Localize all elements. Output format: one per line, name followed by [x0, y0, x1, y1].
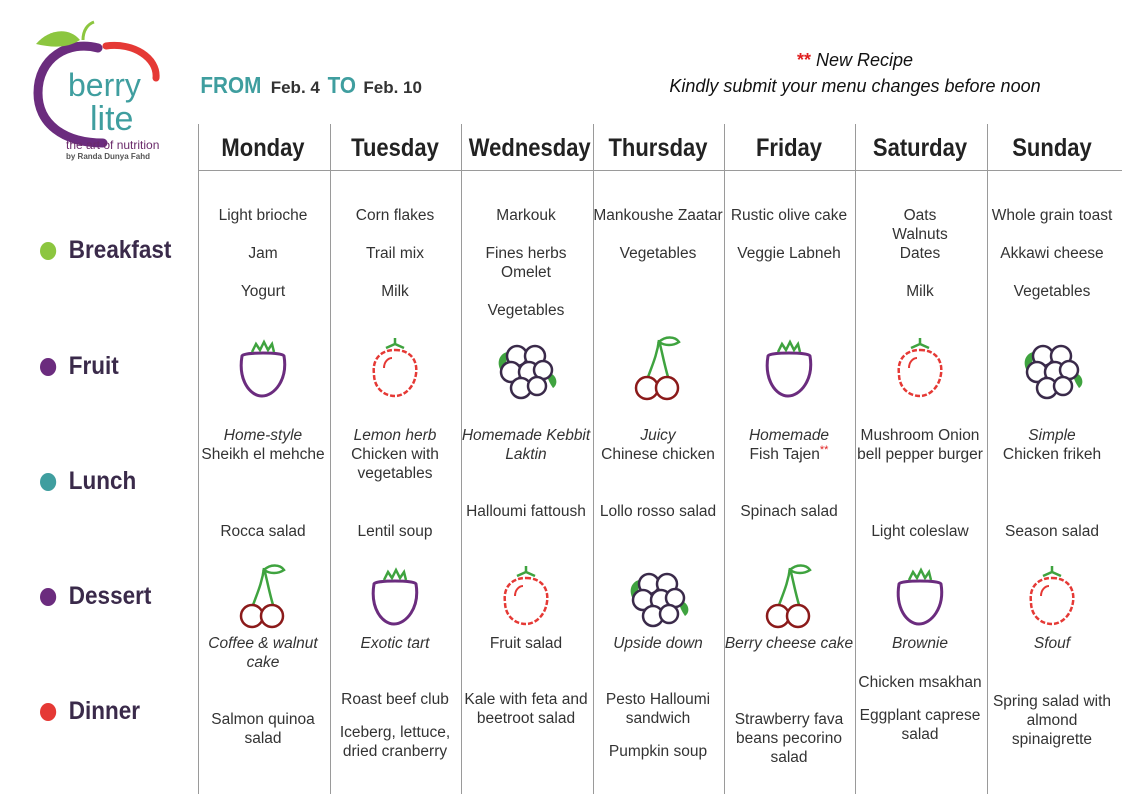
breakfast-cell-friday [724, 206, 854, 282]
breakfast-item: Fines herbs Omelet [485, 245, 567, 281]
lunch-cell-tuesday [330, 426, 460, 483]
dessert-cell-monday [198, 634, 328, 672]
dessert-item: Brownie [892, 635, 948, 652]
dinner-cell-tuesday [330, 690, 460, 775]
reminder-note: Kindly submit your menu changes before noon [669, 76, 1041, 96]
raspberry-icon [360, 334, 430, 404]
dessert-item: Exotic tart [360, 635, 430, 652]
plum-icon [360, 562, 430, 632]
meal-label-text: Lunch [68, 467, 137, 495]
meal-label-breakfast [40, 236, 171, 265]
breakfast-item: Rustic olive cake [730, 207, 848, 224]
dessert-item: Berry cheese cake [724, 635, 854, 652]
day-header-sunday: Sunday [1012, 134, 1092, 162]
lunch-side-dish: Season salad [1005, 523, 1099, 540]
meal-label-text: Fruit [68, 352, 119, 380]
breakfast-item: Corn flakes [355, 207, 435, 224]
lunch-cell-saturday [855, 426, 985, 464]
lunch-cell-thursday [593, 426, 723, 464]
breakfast-item: Light brioche [218, 207, 308, 224]
from-label: FROM [200, 72, 262, 98]
breakfast-cell-tuesday [330, 206, 460, 320]
breakfast-item: Dates [899, 245, 941, 262]
meal-label-dessert [40, 582, 151, 611]
meal-label-text: Dinner [68, 697, 141, 725]
lunch-dish: Sheikh el mehche [201, 446, 325, 463]
meal-label-dinner [40, 697, 140, 726]
dinner-cell-thursday [593, 690, 723, 775]
lunch-side-wednesday [461, 502, 591, 521]
dinner-item: Strawberry fava beans pecorino salad [734, 711, 844, 766]
dinner-item: Chicken msakhan [858, 674, 982, 691]
lunch-side-friday [724, 502, 854, 521]
lunch-side-dish: Spinach salad [740, 503, 838, 520]
lunch-side-dish: Light coleslaw [871, 523, 969, 540]
dinner-cell-wednesday [461, 690, 591, 742]
dinner-item: Pesto Halloumi sandwich [605, 691, 711, 727]
raspberry-icon [885, 334, 955, 404]
blueberries-icon [1017, 334, 1087, 404]
cherries-icon [228, 562, 298, 632]
breakfast-item: Jam [248, 245, 278, 262]
logo-word-lite: lite [90, 100, 134, 138]
breakfast-item: Milk [906, 283, 934, 300]
dinner-cell-monday [198, 710, 328, 762]
date-range [197, 72, 428, 99]
dinner-item: Eggplant caprese salad [859, 707, 981, 743]
from-date: Feb. 4 [270, 78, 320, 97]
lunch-side-monday [198, 522, 328, 541]
dinner-item: Salmon quinoa salad [211, 711, 315, 747]
new-recipe-note: New Recipe [815, 50, 914, 70]
dessert-cell-saturday [855, 634, 985, 653]
dinner-cell-friday [724, 710, 854, 781]
breakfast-item: Vegetables [1013, 283, 1091, 300]
lunch-cell-wednesday [461, 426, 591, 464]
lunch-side-dish: Lollo rosso salad [599, 503, 717, 520]
lunch-cell-friday [724, 426, 854, 464]
breakfast-cell-saturday [855, 206, 985, 320]
day-header-wednesday: Wednesday [468, 134, 591, 162]
blueberries-icon [491, 334, 561, 404]
dinner-item: Pumpkin soup [608, 743, 708, 760]
logo-tagline [66, 139, 159, 163]
breakfast-item: Trail mix [366, 245, 424, 262]
dessert-item: Sfouf [1033, 635, 1071, 652]
dessert-cell-thursday [593, 634, 723, 653]
lunch-style: Home-style [223, 427, 303, 444]
meal-dot-icon [40, 473, 56, 491]
lunch-cell-monday [198, 426, 328, 464]
meal-label-text: Breakfast [68, 236, 172, 264]
lunch-side-dish: Halloumi fattoush [466, 503, 586, 520]
cherries-icon [623, 334, 693, 404]
breakfast-item: Whole grain toast [991, 207, 1113, 224]
raspberry-icon [1017, 562, 1087, 632]
breakfast-cell-wednesday [461, 206, 591, 339]
breakfast-item: Markouk [496, 207, 556, 224]
dinner-item: Spring salad with almond spinaigrette [992, 693, 1112, 748]
lunch-dish: Chicken with vegetables [351, 446, 439, 482]
dessert-cell-wednesday [461, 634, 591, 653]
lunch-side-sunday [987, 522, 1117, 541]
tagline-text: the art of nutrition [66, 138, 160, 152]
dessert-cell-tuesday [330, 634, 460, 653]
plum-icon [885, 562, 955, 632]
breakfast-item: Mankoushe Zaatar [593, 207, 723, 224]
meal-dot-icon [40, 588, 56, 606]
lunch-dish: Chinese chicken [601, 446, 715, 463]
meal-label-fruit [40, 352, 119, 381]
lunch-dish: Fish Tajen** [749, 443, 829, 463]
breakfast-item: Akkawi cheese [1000, 245, 1104, 262]
breakfast-cell-sunday [987, 206, 1117, 320]
dinner-item: Roast beef club [341, 691, 449, 708]
day-header-thursday: Thursday [608, 134, 708, 162]
lunch-style: Simple [1028, 427, 1076, 444]
day-header-friday: Friday [755, 134, 823, 162]
lunch-cell-sunday [987, 426, 1117, 464]
lunch-side-dish: Lentil soup [357, 523, 433, 540]
meal-dot-icon [40, 242, 56, 260]
raspberry-icon [491, 562, 561, 632]
dessert-item: Upside down [613, 635, 703, 652]
lunch-style: Juicy [640, 427, 676, 444]
logo-word-berry: berry [68, 67, 141, 103]
breakfast-item: Milk [381, 283, 409, 300]
day-header-saturday: Saturday [872, 134, 968, 162]
meal-label-text: Dessert [68, 582, 152, 610]
dessert-cell-sunday [987, 634, 1117, 653]
lunch-side-thursday [593, 502, 723, 521]
breakfast-cell-thursday [593, 206, 723, 282]
lunch-style: Lemon herb [353, 427, 437, 444]
lunch-side-saturday [855, 522, 985, 541]
dessert-item: Coffee & walnut cake [208, 635, 318, 671]
dinner-cell-saturday [855, 673, 985, 758]
breakfast-item: Yogurt [240, 283, 286, 300]
cherries-icon [754, 562, 824, 632]
plum-icon [754, 334, 824, 404]
meal-dot-icon [40, 703, 56, 721]
dessert-cell-friday [724, 634, 854, 653]
tagline-byline: by Randa Dunya Fahd [66, 152, 151, 161]
meal-dot-icon [40, 358, 56, 376]
to-date: Feb. 10 [363, 78, 422, 97]
notes [600, 47, 1110, 99]
lunch-style: Homemade Kebbit Laktin [461, 427, 591, 463]
day-header-monday: Monday [221, 134, 305, 162]
dinner-cell-sunday [987, 692, 1117, 763]
lunch-dish: Chicken frikeh [1002, 446, 1102, 463]
breakfast-cell-monday [198, 206, 328, 320]
plum-icon [228, 334, 298, 404]
breakfast-item: Oats [903, 207, 937, 224]
breakfast-item: Walnuts [892, 226, 948, 243]
header-divider [198, 170, 1122, 171]
day-header-tuesday: Tuesday [351, 134, 439, 162]
dinner-item: Iceberg, lettuce, dried cranberry [339, 724, 451, 760]
lunch-side-tuesday [330, 522, 460, 541]
dessert-item: Fruit salad [489, 635, 563, 652]
lunch-side-dish: Rocca salad [220, 523, 306, 540]
to-label: TO [327, 72, 356, 98]
new-recipe-marker: ** [796, 50, 811, 70]
breakfast-item: Veggie Labneh [737, 245, 841, 262]
lunch-dish: Mushroom Onion bell pepper burger [857, 427, 983, 463]
breakfast-item: Vegetables [487, 302, 565, 319]
dinner-item: Kale with feta and beetroot salad [464, 691, 588, 727]
breakfast-item: Vegetables [619, 245, 697, 262]
blueberries-icon [623, 562, 693, 632]
new-recipe-marker: ** [819, 443, 829, 456]
meal-label-lunch [40, 467, 136, 496]
lunch-style: Homemade [748, 427, 830, 444]
